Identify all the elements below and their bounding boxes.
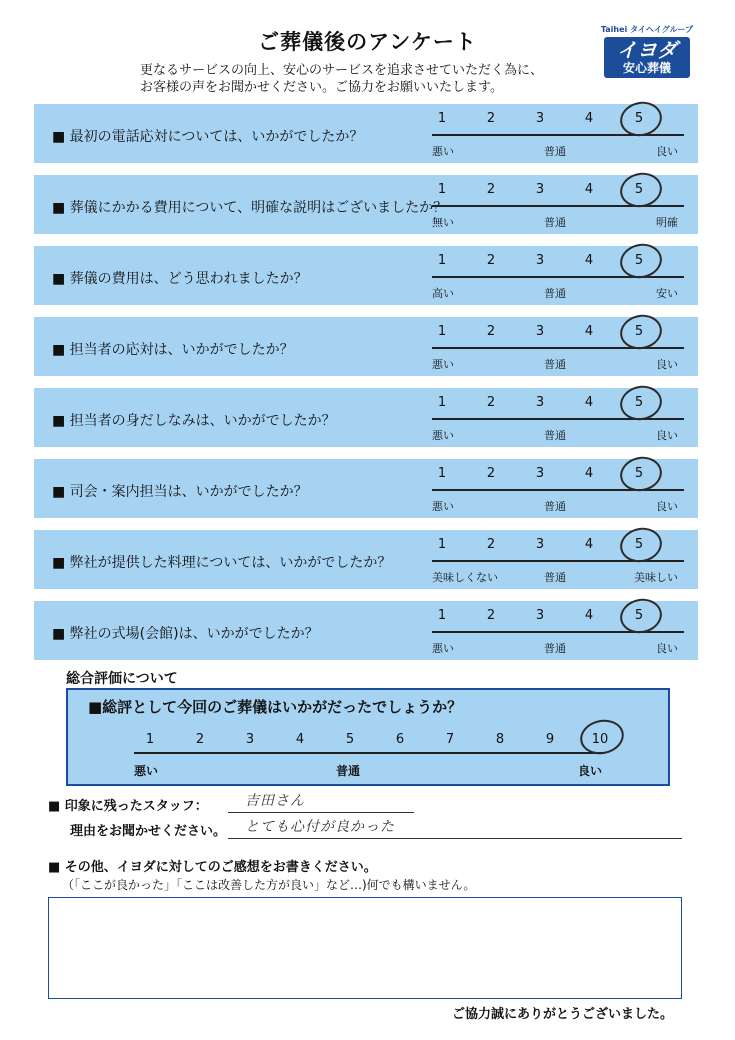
question-row <box>34 246 698 305</box>
intro-text <box>140 62 543 96</box>
intro-line-1: 更なるサービスの向上、安心のサービスを追求させていただく為に、 <box>140 63 544 78</box>
scale-option-5[interactable]: 5 <box>634 466 644 481</box>
question-row <box>34 388 698 447</box>
scale-option-1[interactable]: 1 <box>437 111 447 126</box>
question-text: ■ 最初の電話応対については、いかがでしたか？ <box>52 129 364 145</box>
scale-option-3[interactable]: 3 <box>535 608 545 623</box>
scale-option-3[interactable]: 3 <box>535 324 545 339</box>
low-label: 無い <box>432 216 454 229</box>
scale-option-1[interactable]: 1 <box>437 466 447 481</box>
comments-title: ■ その他、イヨダに対してのご感想をお書きください。 <box>48 860 377 875</box>
scale-option-5[interactable]: 5 <box>634 111 644 126</box>
overall-option-1[interactable]: 1 <box>145 732 155 747</box>
reason-underline <box>228 838 682 839</box>
overall-rating-box <box>66 688 670 786</box>
overall-option-3[interactable]: 3 <box>245 732 255 747</box>
company-logo <box>600 24 694 78</box>
low-label: 悪い <box>432 429 454 442</box>
scale-option-3[interactable]: 3 <box>535 182 545 197</box>
question-row <box>34 459 698 518</box>
scale-option-4[interactable]: 4 <box>584 253 594 268</box>
low-label: 高い <box>432 287 454 300</box>
low-label: 悪い <box>432 358 454 371</box>
scale-option-2[interactable]: 2 <box>486 253 496 268</box>
logo-brand: イヨダ <box>617 38 677 62</box>
scale-option-1[interactable]: 1 <box>437 182 447 197</box>
scale-option-4[interactable]: 4 <box>584 608 594 623</box>
high-label: 良い <box>656 358 678 371</box>
scale-option-4[interactable]: 4 <box>584 537 594 552</box>
overall-option-6[interactable]: 6 <box>395 732 405 747</box>
scale-option-1[interactable]: 1 <box>437 253 447 268</box>
scale-option-2[interactable]: 2 <box>486 395 496 410</box>
logo-tagline: 安心葬儀 <box>622 61 671 75</box>
mid-label: 普通 <box>544 429 566 442</box>
overall-high-label: 良い <box>578 764 603 778</box>
low-label: 悪い <box>432 145 454 158</box>
page-title: ご葬儀後のアンケート <box>258 30 477 54</box>
scale-option-2[interactable]: 2 <box>486 111 496 126</box>
scale-option-1[interactable]: 1 <box>437 324 447 339</box>
scale-option-5[interactable]: 5 <box>634 395 644 410</box>
mid-label: 普通 <box>544 145 566 158</box>
question-text: ■ 葬儀の費用は、どう思われましたか？ <box>52 271 308 287</box>
scale-option-4[interactable]: 4 <box>584 111 594 126</box>
question-text: ■ 司会・案内担当は、いかがでしたか？ <box>52 484 308 500</box>
question-row <box>34 601 698 660</box>
scale-option-2[interactable]: 2 <box>486 608 496 623</box>
scale-option-4[interactable]: 4 <box>584 395 594 410</box>
question-text: ■ 弊社が提供した料理については、いかがでしたか？ <box>52 555 392 571</box>
high-label: 美味しい <box>634 571 678 584</box>
scale-option-3[interactable]: 3 <box>535 537 545 552</box>
comments-note: （「ここが良かった」「ここは改善した方が良い」など…)何でも構いません。 <box>62 878 476 892</box>
scale-option-5[interactable]: 5 <box>634 608 644 623</box>
scale-option-2[interactable]: 2 <box>486 324 496 339</box>
high-label: 良い <box>656 429 678 442</box>
question-row <box>34 175 698 234</box>
scale-option-4[interactable]: 4 <box>584 182 594 197</box>
mid-label: 普通 <box>544 358 566 371</box>
reason-label: 理由をお聞かせください。 <box>70 824 227 839</box>
overall-option-7[interactable]: 7 <box>445 732 455 747</box>
overall-scale-line <box>134 752 602 754</box>
scale-option-5[interactable]: 5 <box>634 324 644 339</box>
question-row <box>34 104 698 163</box>
scale-option-2[interactable]: 2 <box>486 537 496 552</box>
scale-option-5[interactable]: 5 <box>634 537 644 552</box>
scale-option-3[interactable]: 3 <box>535 111 545 126</box>
question-row <box>34 530 698 589</box>
overall-question: ■総評として今回のご葬儀はいかがだったでしょうか？ <box>88 698 463 716</box>
question-text: ■ 弊社の式場(会館)は、いかがでしたか？ <box>52 626 319 642</box>
mid-label: 普通 <box>544 571 566 584</box>
scale-option-3[interactable]: 3 <box>535 395 545 410</box>
logo-box <box>604 37 690 78</box>
overall-option-8[interactable]: 8 <box>495 732 505 747</box>
overall-option-9[interactable]: 9 <box>545 732 555 747</box>
question-text: ■ 担当者の応対は、いかがでしたか？ <box>52 342 294 358</box>
mid-label: 普通 <box>544 216 566 229</box>
scale-option-4[interactable]: 4 <box>584 466 594 481</box>
overall-option-2[interactable]: 2 <box>195 732 205 747</box>
overall-mid-label: 普通 <box>336 764 361 778</box>
low-label: 悪い <box>432 642 454 655</box>
staff-field[interactable]: 吉田さん <box>245 793 305 809</box>
staff-label: ■ 印象に残ったスタッフ： <box>48 799 208 814</box>
overall-low-label: 悪い <box>134 764 159 778</box>
high-label: 良い <box>656 145 678 158</box>
scale-option-3[interactable]: 3 <box>535 253 545 268</box>
scale-option-1[interactable]: 1 <box>437 608 447 623</box>
question-text: ■ 葬儀にかかる費用について、明確な説明はございましたか？ <box>52 200 448 216</box>
mid-label: 普通 <box>544 500 566 513</box>
scale-option-3[interactable]: 3 <box>535 466 545 481</box>
overall-option-10[interactable]: 10 <box>591 732 609 747</box>
scale-option-2[interactable]: 2 <box>486 182 496 197</box>
scale-option-1[interactable]: 1 <box>437 395 447 410</box>
logo-company: Taihei タイヘイグループ <box>600 25 694 34</box>
scale-option-2[interactable]: 2 <box>486 466 496 481</box>
high-label: 明確 <box>656 216 678 229</box>
question-text: ■ 担当者の身だしなみは、いかがでしたか？ <box>52 413 336 429</box>
scale-option-1[interactable]: 1 <box>437 537 447 552</box>
overall-section-title: 総合評価について <box>66 671 178 687</box>
comments-textarea[interactable] <box>48 897 682 999</box>
scale-option-5[interactable]: 5 <box>634 253 644 268</box>
scale-option-5[interactable]: 5 <box>634 182 644 197</box>
scale-option-4[interactable]: 4 <box>584 324 594 339</box>
high-label: 良い <box>656 642 678 655</box>
overall-option-5[interactable]: 5 <box>345 732 355 747</box>
question-row <box>34 317 698 376</box>
high-label: 安い <box>656 287 678 300</box>
staff-underline <box>228 812 414 813</box>
high-label: 良い <box>656 500 678 513</box>
reason-field[interactable]: とても心付が良かった <box>245 819 395 835</box>
low-label: 美味しくない <box>432 571 498 584</box>
mid-label: 普通 <box>544 287 566 300</box>
intro-line-2: お客様の声をお聞かせください。ご協力をお願いいたします。 <box>140 80 503 95</box>
overall-option-4[interactable]: 4 <box>295 732 305 747</box>
thanks-text: ご協力誠にありがとうございました。 <box>452 1007 674 1022</box>
low-label: 悪い <box>432 500 454 513</box>
mid-label: 普通 <box>544 642 566 655</box>
